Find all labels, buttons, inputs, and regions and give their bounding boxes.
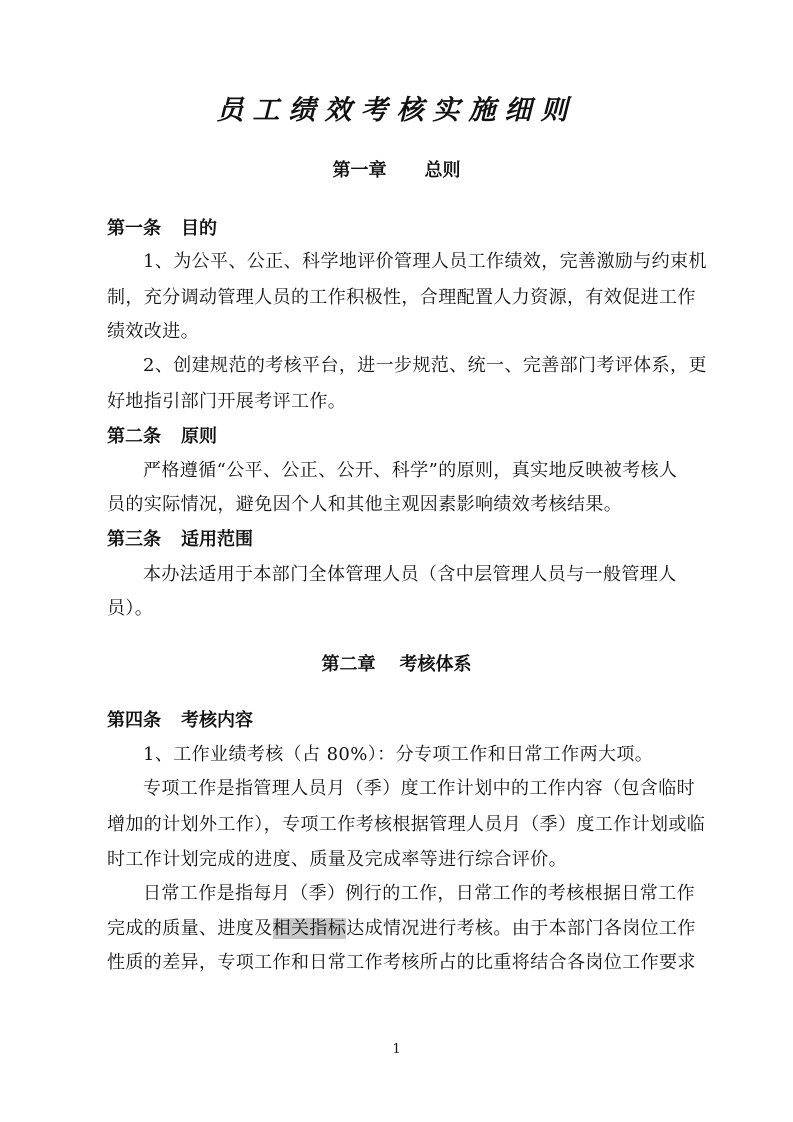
article-1-heading [107,214,217,240]
article-number: 第四条 [107,710,161,731]
paragraph-line: 专项工作是指管理人员月（季）度工作计划中的工作内容（包含临时 [143,778,695,799]
article-name: 原则 [181,426,217,447]
paragraph-line-highlighted [107,914,712,940]
paragraph-line: 增加的计划外工作），专项工作考核根据管理人员月（季）度工作计划或临 [107,814,706,835]
paragraph-line: 绩效改进。 [107,321,199,342]
article-name: 目的 [181,218,217,239]
article-name: 考核内容 [181,710,253,731]
page-number: 1 [392,1042,401,1057]
chapter-name: 考核体系 [399,654,472,675]
paragraph-line: 员的实际情况，避免因个人和其他主观因素影响绩效考核结果。 [107,494,623,515]
text-run: 达成情况进行考核。由于本部门各岗位工作 [346,918,696,939]
highlighted-text[interactable]: 相关指标 [272,918,347,939]
article-number: 第二条 [107,426,161,447]
paragraph-line: 性质的差异，专项工作和日常工作考核所占的比重将结合各岗位工作要求 [107,952,696,973]
paragraph-line: 制，充分调动管理人员的工作积极性，合理配置人力资源，有效促进工作 [107,287,696,308]
chapter-name: 总则 [424,160,461,181]
text-run: 完成的质量、进度及 [107,918,273,939]
paragraph-line: 时工作计划完成的进度、质量及完成率等进行综合评价。 [107,849,567,870]
paragraph-line: 本办法适用于本部门全体管理人员（含中层管理人员与一般管理人 [143,564,677,585]
article-name: 适用范围 [181,529,253,550]
article-number: 第三条 [107,529,161,550]
chapter-number: 第二章 [321,654,376,675]
paragraph-line: 1、为公平、公正、科学地评价管理人员工作绩效，完善激励与约束机 [143,251,707,272]
article-number: 第一条 [107,218,161,239]
chapter-2-heading [0,650,793,676]
document-title: 员工绩效考核实施细则 [216,95,577,126]
paragraph-line: 员）。 [107,598,154,619]
article-3-heading [107,525,253,551]
paragraph-line: 1、工作业绩考核（占 80%）：分专项工作和日常工作两大项。 [143,744,654,765]
chapter-1-heading [0,156,793,182]
article-4-heading [107,706,253,732]
chapter-number: 第一章 [332,160,387,181]
article-2-heading [107,422,217,448]
paragraph-line: 严格遵循“公平、公正、公开、科学”的原则，真实地反映被考核人 [143,460,678,481]
paragraph-line: 好地指引部门开展考评工作。 [107,391,347,412]
paragraph-line: 2、创建规范的考核平台，进一步规范、统一、完善部门考评体系，更 [143,355,707,376]
paragraph-line: 日常工作是指每月（季）例行的工作，日常工作的考核根据日常工作 [143,883,695,904]
